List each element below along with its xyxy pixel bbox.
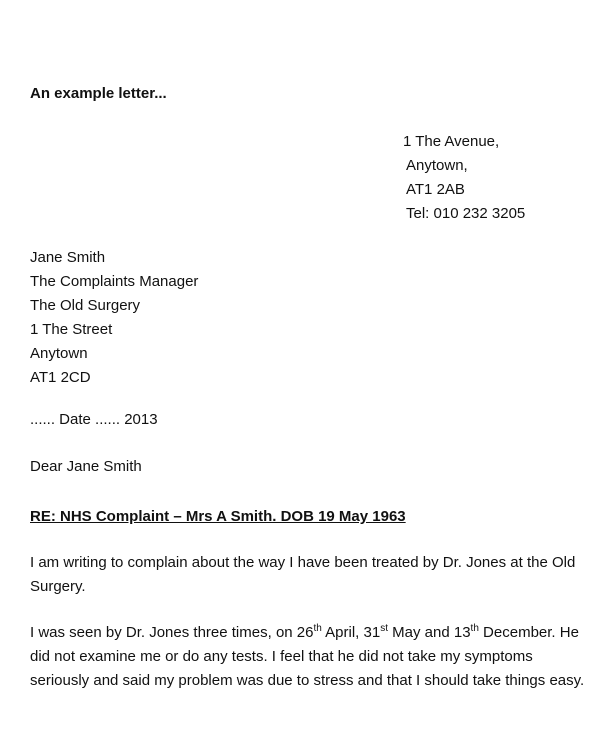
sender-phone: Tel: 010 232 3205 [406, 205, 526, 222]
paragraph-line: Surgery. [30, 578, 86, 595]
ordinal-suffix: th [470, 623, 479, 634]
letter-heading: An example letter... [30, 85, 167, 102]
body-paragraph-1 [30, 551, 575, 599]
recipient-address [30, 246, 198, 390]
recipient-address-line: 1 The Street [30, 321, 113, 338]
recipient-address-line: The Old Surgery [30, 297, 141, 314]
recipient-title: The Complaints Manager [30, 273, 199, 290]
paragraph-line: seriously and said my problem was due to stress and that I should take things easy. [30, 672, 585, 689]
ordinal-suffix: st [380, 623, 388, 634]
date-line: ...... Date ...... 2013 [30, 411, 158, 428]
ordinal-suffix: th [313, 623, 322, 634]
text-run: April, 31 [321, 624, 381, 641]
text-run: May and 13 [387, 624, 471, 641]
sender-address-line: 1 The Avenue, [403, 133, 500, 150]
recipient-address-line: Anytown [30, 345, 88, 362]
recipient-name: Jane Smith [30, 249, 106, 266]
body-paragraph-2 [30, 621, 584, 693]
sender-address [403, 130, 525, 226]
salutation: Dear Jane Smith [30, 458, 142, 475]
text-run: I was seen by Dr. Jones three times, on 26 [30, 624, 314, 641]
paragraph-line [30, 621, 584, 645]
paragraph-line: did not examine me or do any tests. I feel that he did not take my symptoms [30, 648, 533, 665]
subject-line: RE: NHS Complaint – Mrs A Smith. DOB 19 May 1963 [30, 508, 406, 525]
paragraph-line: I am writing to complain about the way I have been treated by Dr. Jones at the Old [30, 554, 576, 571]
sender-address-line: Anytown, [406, 157, 468, 174]
sender-address-line: AT1 2AB [406, 181, 465, 198]
recipient-address-line: AT1 2CD [30, 369, 91, 386]
text-run: December. He [478, 624, 579, 641]
